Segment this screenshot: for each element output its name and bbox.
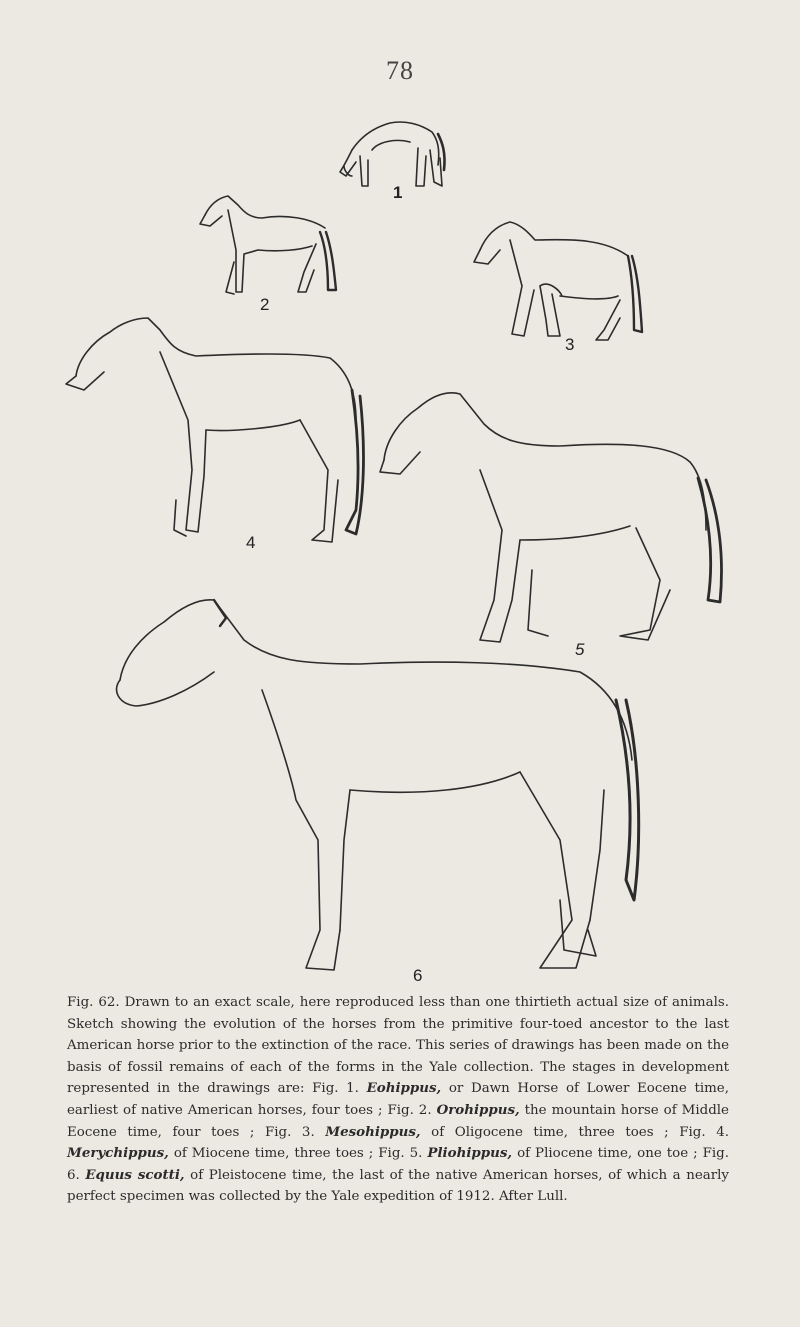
caption-part-2: the mountain horse of Middle Eocene time, four toes ; Fig. 3. — [67, 1102, 729, 1140]
figure-caption — [67, 992, 729, 1208]
figure-label-4: 4 — [246, 533, 256, 552]
taxon-pliohippus: Pliohippus, — [427, 1145, 513, 1162]
horse-drawing-4 — [66, 318, 363, 542]
horse-drawing-2 — [200, 196, 336, 294]
caption-part-3: of Oligocene time, three toes ; Fig. 4. — [431, 1124, 729, 1140]
horse-drawing-1 — [340, 122, 445, 186]
figure-label-6: 6 — [413, 966, 423, 985]
figure-label-1: 1 — [393, 183, 403, 202]
figure-label-5: 5 — [575, 640, 585, 659]
taxon-orohippus: Orohippus, — [436, 1101, 520, 1118]
caption-part-1: or Dawn Horse of Lower Eocene time, earliest of native American horses, four toes ; Fig. 2. — [67, 1081, 729, 1118]
horse-drawing-6 — [117, 600, 639, 970]
caption-part-5: of Pliocene time, one toe ; Fig. 6. — [67, 1146, 729, 1183]
caption-lead: Fig. 62. Drawn to an exact scale, here reproduced less than one thirtieth actual size of animals. Sketch showing the evolution of the horses from the primitive four-toed ancestor to the last American horse prior to the extinction of the race. This series of drawings has been made on the basis of fossil remains of each of the forms in the Yale collection. The stages in development represented in the drawings are: Fig. 1. — [67, 995, 729, 1097]
horse-drawing-5 — [380, 393, 721, 642]
figure-label-2: 2 — [260, 295, 270, 314]
taxon-merychippus: Merychippus, — [67, 1145, 169, 1162]
taxon-equus-scotti: Equus scotti, — [85, 1166, 185, 1183]
horse-drawing-3 — [474, 222, 642, 340]
caption-part-4: of Miocene time, three toes ; Fig. 5. — [173, 1146, 423, 1162]
page-number: 78 — [386, 56, 414, 85]
figure-label-3: 3 — [565, 335, 575, 354]
caption-part-6: of Pleistocene time, the last of the native American horses, of which a nearly perfect specimen was collected by the Yale expedition of 1912. After Lull. — [67, 1167, 729, 1205]
taxon-mesohippus: Mesohippus, — [325, 1123, 421, 1140]
taxon-eohippus: Eohippus, — [366, 1080, 442, 1097]
